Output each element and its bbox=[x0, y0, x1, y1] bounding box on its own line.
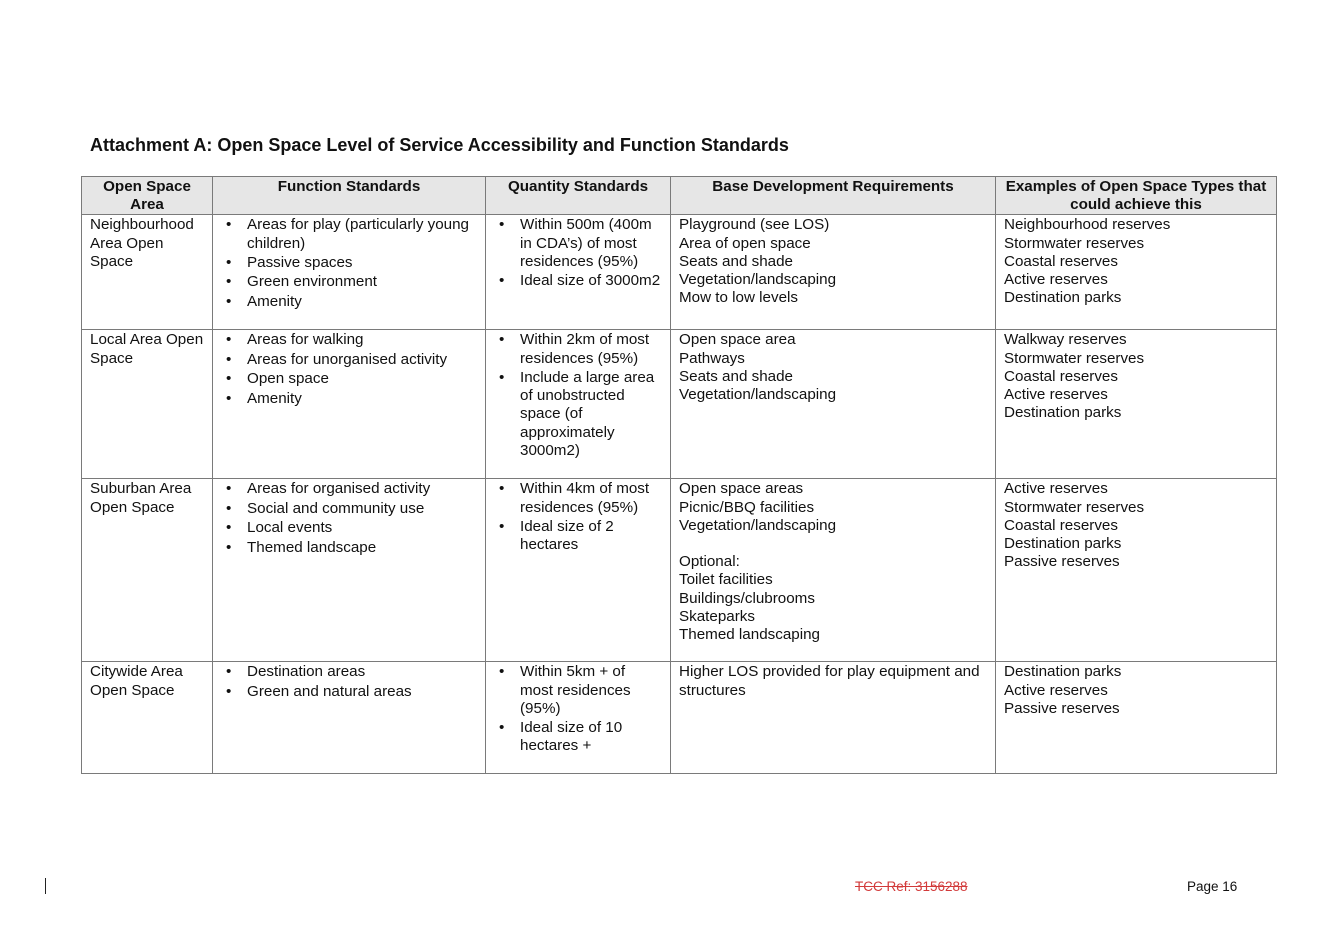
example-line: Stormwater reserves bbox=[1004, 498, 1145, 516]
header-open-space-area: Open Space Area bbox=[82, 177, 213, 215]
list-item: • Areas for walking bbox=[247, 331, 477, 349]
examples-cell bbox=[996, 215, 1277, 330]
requirements-cell bbox=[671, 215, 996, 330]
area-cell: Neighbourhood Area Open Space bbox=[82, 215, 213, 330]
example-line: Active reserves bbox=[1004, 681, 1108, 699]
requirement-line: Themed landscaping bbox=[679, 626, 820, 644]
list-item: • Ideal size of 3000m2 bbox=[520, 272, 662, 290]
function-cell bbox=[213, 330, 486, 479]
examples-cell bbox=[996, 330, 1277, 479]
header-base-development-requirements: Base Development Requirements bbox=[671, 177, 996, 215]
requirements-cell bbox=[671, 662, 996, 774]
list-item: • Within 4km of most residences (95%) bbox=[520, 480, 662, 516]
requirement-line: Toilet facilities bbox=[679, 571, 773, 589]
example-line: Stormwater reserves bbox=[1004, 234, 1145, 252]
function-cell bbox=[213, 479, 486, 662]
example-line: Active reserves bbox=[1004, 480, 1108, 498]
area-cell: Suburban Area Open Space bbox=[82, 479, 213, 662]
standards-table bbox=[81, 176, 1277, 774]
area-cell: Citywide Area Open Space bbox=[82, 662, 213, 774]
requirement-line: Playground (see LOS) bbox=[679, 216, 830, 234]
quantity-cell bbox=[486, 215, 671, 330]
list-item: • Green environment bbox=[247, 273, 477, 291]
example-line: Destination parks bbox=[1004, 535, 1122, 553]
requirement-line: Seats and shade bbox=[679, 367, 793, 385]
quantity-cell bbox=[486, 330, 671, 479]
requirement-line: Vegetation/landscaping bbox=[679, 271, 837, 289]
requirement-spacer bbox=[679, 535, 987, 553]
list-item: • Open space bbox=[247, 370, 477, 388]
reference-number: TCC Ref: 3156288 bbox=[855, 879, 968, 894]
table-header-row bbox=[82, 177, 1277, 215]
quantity-cell bbox=[486, 479, 671, 662]
list-item: • Amenity bbox=[247, 293, 477, 311]
list-item: • Amenity bbox=[247, 390, 477, 408]
list-item: • Passive spaces bbox=[247, 254, 477, 272]
list-item: • Within 5km + of most residences (95%) bbox=[520, 663, 662, 718]
example-line: Destination parks bbox=[1004, 663, 1122, 681]
function-cell bbox=[213, 662, 486, 774]
header-quantity-standards: Quantity Standards bbox=[486, 177, 671, 215]
examples-cell bbox=[996, 662, 1277, 774]
list-item: • Themed landscape bbox=[247, 539, 477, 557]
area-cell: Local Area Open Space bbox=[82, 330, 213, 479]
page-title: Attachment A: Open Space Level of Service Accessibility and Function Standards bbox=[90, 135, 789, 155]
requirement-line: Pathways bbox=[679, 349, 745, 367]
header-examples: Examples of Open Space Types that could achieve this bbox=[996, 177, 1277, 215]
list-item: • Local events bbox=[247, 519, 477, 537]
requirement-line: Optional: bbox=[679, 553, 740, 571]
example-line: Passive reserves bbox=[1004, 553, 1120, 571]
example-line: Coastal reserves bbox=[1004, 367, 1118, 385]
requirement-line: Higher LOS provided for play equipment and structures bbox=[679, 663, 980, 699]
requirement-line: Buildings/clubrooms bbox=[679, 589, 815, 607]
requirement-line: Open space areas bbox=[679, 480, 804, 498]
example-line: Passive reserves bbox=[1004, 699, 1120, 717]
list-item: • Green and natural areas bbox=[247, 683, 477, 701]
table-row bbox=[82, 215, 1277, 330]
requirement-line: Skateparks bbox=[679, 607, 755, 625]
example-line: Walkway reserves bbox=[1004, 331, 1127, 349]
table-row bbox=[82, 662, 1277, 774]
table-row bbox=[82, 330, 1277, 479]
list-item: • Areas for organised activity bbox=[247, 480, 477, 498]
example-line: Stormwater reserves bbox=[1004, 349, 1145, 367]
example-line: Coastal reserves bbox=[1004, 252, 1118, 270]
page-number: Page 16 bbox=[1187, 879, 1238, 894]
example-line: Coastal reserves bbox=[1004, 516, 1118, 534]
example-line: Destination parks bbox=[1004, 289, 1122, 307]
requirement-line: Vegetation/landscaping bbox=[679, 386, 837, 404]
list-item: • Ideal size of 10 hectares + bbox=[520, 719, 662, 755]
example-line: Active reserves bbox=[1004, 271, 1108, 289]
requirement-line: Area of open space bbox=[679, 234, 811, 252]
requirements-cell bbox=[671, 479, 996, 662]
quantity-cell bbox=[486, 662, 671, 774]
requirement-line: Vegetation/landscaping bbox=[679, 516, 837, 534]
function-cell bbox=[213, 215, 486, 330]
list-item: • Areas for unorganised activity bbox=[247, 351, 477, 369]
requirement-line: Mow to low levels bbox=[679, 289, 799, 307]
list-item: • Within 2km of most residences (95%) bbox=[520, 331, 662, 367]
example-line: Neighbourhood reserves bbox=[1004, 216, 1171, 234]
list-item: • Within 500m (400m in CDA’s) of most residences (95%) bbox=[520, 216, 662, 271]
list-item: • Social and community use bbox=[247, 500, 477, 518]
table-row bbox=[82, 479, 1277, 662]
list-item: • Areas for play (particularly young children) bbox=[247, 216, 477, 252]
requirement-line: Picnic/BBQ facilities bbox=[679, 498, 815, 516]
example-line: Destination parks bbox=[1004, 404, 1122, 422]
header-function-standards: Function Standards bbox=[213, 177, 486, 215]
requirements-cell bbox=[671, 330, 996, 479]
list-item: • Destination areas bbox=[247, 663, 477, 681]
change-bar bbox=[45, 878, 46, 894]
list-item: • Include a large area of unobstructed space (of approximately 3000m2) bbox=[520, 369, 662, 460]
example-line: Active reserves bbox=[1004, 386, 1108, 404]
requirement-line: Seats and shade bbox=[679, 252, 793, 270]
requirement-line: Open space area bbox=[679, 331, 796, 349]
examples-cell bbox=[996, 479, 1277, 662]
list-item: • Ideal size of 2 hectares bbox=[520, 518, 662, 554]
